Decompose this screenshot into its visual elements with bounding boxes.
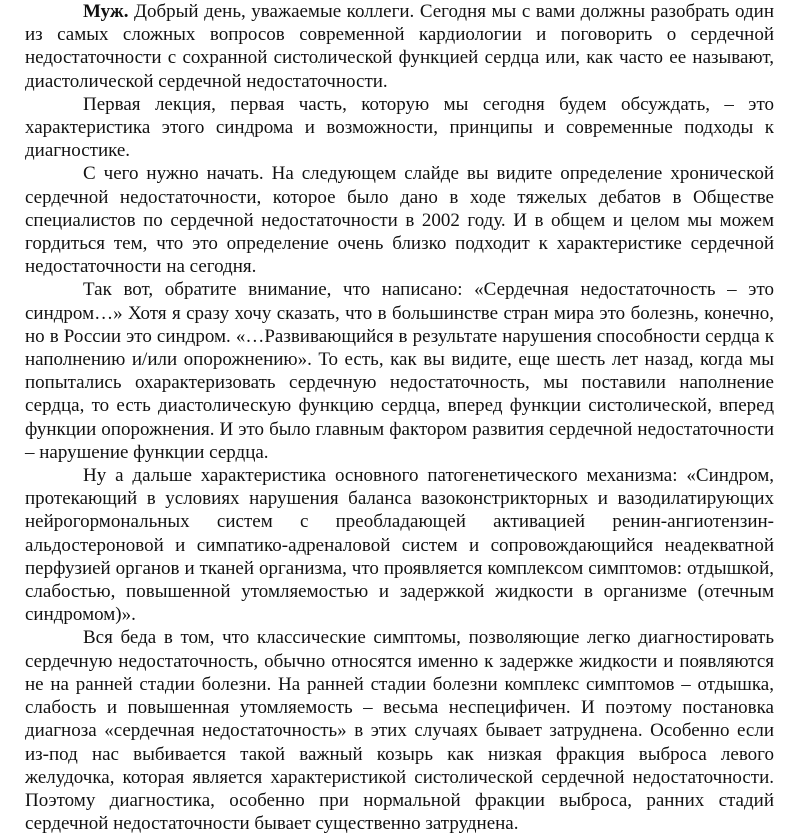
paragraph-5: Ну а дальше характеристика основного патогенетического механизма: «Синдром, протекающий в условиях нарушения баланса вазоконстрикторных и вазодилатирующих нейрогормональных систем с преобладающей активацией ренин-ангиотензин-альдостероновой и симпатико-адреналовой систем и сопровождающийся неадекватной перфузией органов и тканей организма, что проявляется комплексом симптомов: отдышкой, слабостью, повышенной утомляемостью и задержкой жидкости в организме (отечным синдромом)».	[25, 465, 774, 626]
paragraph-3: С чего нужно начать. На следующем слайде вы видите определение хронической сердечной недостаточности, которое было дано в ходе тяжелых дебатов в Обществе специалистов по сердечной недостаточности в 2002 году. И в общем и целом мы можем гордиться тем, что это определение очень близко подходит к характеристике сердечной недостаточности на сегодня.	[25, 163, 774, 278]
paragraph-2: Первая лекция, первая часть, которую мы сегодня будем обсуждать, – это характеристика этого синдрома и возможности, принципы и современные подходы к диагностике.	[25, 93, 774, 162]
paragraph-4: Так вот, обратите внимание, что написано: «Сердечная недостаточность – это синдром…» Хотя я сразу хочу сказать, что в большинстве стран мира это болезнь, конечно, но в России это синдром. «…Развивающийся в результате нарушения способности сердца к наполнению и/или опорожнению». То есть, как вы видите, еще шесть лет назад, когда мы попытались охарактеризовать сердечную недостаточность, мы поставили наполнение сердца, то есть диастолическую функцию сердца, вперед функции систолической, вперед функции опорожнения. И это было главным фактором развития сердечной недостаточности – нарушение функции сердца.	[25, 279, 774, 463]
paragraph-1-text: Добрый день, уважаемые коллеги. Сегодня мы с вами должны разобрать один из самых сложных вопросов современной кардиологии и поговорить о сердечной недостаточности с сохранной систолической функцией сердца или, как часто ее называют, диастолической сердечной недостаточности.	[25, 1, 775, 92]
speaker-label: Муж.	[83, 1, 129, 22]
paragraph-6: Вся беда в том, что классические симптомы, позволяющие легко диагностировать сердечную недостаточность, обычно относятся именно к задержке жидкости и появляются не на ранней стадии болезни. На ранней стадии болезни комплекс симптомов – отдышка, слабость и повышенная утомляемость – весьма неспецифичен. И поэтому постановка диагноза «сердечная недостаточность» в этих случаях бывает затруднена. Особенно если из-под нас выбивается такой важный козырь как низкая фракция выброса левого желудочка, которая является характеристикой систолической сердечной недостаточности. Поэтому диагностика, особенно при нормальной фракции выброса, ранних стадий сердечной недостаточности бывает существенно затруднена.	[25, 627, 774, 835]
paragraph-1	[25, 0, 774, 93]
